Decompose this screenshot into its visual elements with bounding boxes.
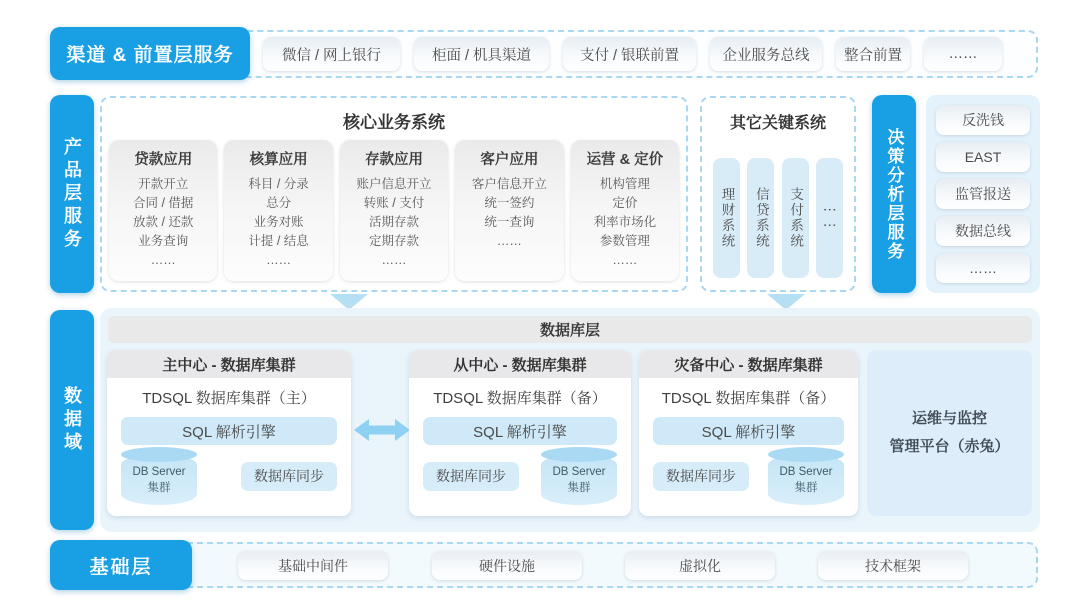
base-item-virtualization: 虚拟化 bbox=[625, 551, 775, 580]
decision-item-databus: 数据总线 bbox=[936, 216, 1030, 246]
channel-band-label: 渠道 & 前置层服务 bbox=[50, 27, 250, 80]
cluster-title: 主中心 - 数据库集群 bbox=[107, 350, 351, 378]
db-sync-pill: 数据库同步 bbox=[423, 462, 519, 491]
sql-engine-bar: SQL 解析引擎 bbox=[653, 417, 844, 445]
other-key-systems-items bbox=[713, 158, 843, 278]
cluster-subtitle: TDSQL 数据库集群（备） bbox=[661, 390, 836, 407]
channel-item-counter: 柜面 / 机具渠道 bbox=[414, 37, 549, 71]
base-item-hardware: 硬件设施 bbox=[432, 551, 582, 580]
sync-arrow-icon bbox=[354, 417, 410, 443]
system-credit: 信贷系统 bbox=[747, 158, 774, 278]
database-cylinder-icon: DB Server 集群 bbox=[121, 447, 197, 505]
column-deposit: 存款应用 账户信息开立 转账 / 支付 活期存款 定期存款 …… bbox=[340, 140, 448, 281]
system-more: ⋮⋮ bbox=[816, 158, 843, 278]
channel-item-esb: 企业服务总线 bbox=[710, 37, 822, 71]
ops-card-line1: 运维与监控 bbox=[911, 409, 987, 427]
product-band-label: 产品层服务 bbox=[50, 95, 94, 293]
database-cylinder-icon: DB Server 集群 bbox=[768, 447, 844, 505]
column-title: 客户应用 bbox=[480, 152, 539, 168]
ops-card-line2: 管理平台（赤兔） bbox=[889, 438, 1010, 455]
core-business-title: 核心业务系统 bbox=[343, 113, 445, 132]
db-sync-pill: 数据库同步 bbox=[241, 462, 337, 491]
column-customer: 客户应用 客户信息开立 统一签约 统一查询 …… bbox=[455, 140, 563, 281]
decision-item-regulatory: 监管报送 bbox=[936, 179, 1030, 209]
decision-item-more: …… bbox=[936, 253, 1030, 283]
system-payment: 支付系统 bbox=[782, 158, 809, 278]
channel-item-wechat-ebank: 微信 / 网上银行 bbox=[263, 37, 400, 71]
channel-item-more: …… bbox=[924, 37, 1002, 71]
database-cylinder-icon: DB Server 集群 bbox=[541, 447, 617, 505]
column-loan: 贷款应用 开款开立 合同 / 借据 放款 / 还款 业务查询 …… bbox=[109, 140, 217, 281]
primary-cluster-card bbox=[107, 350, 351, 516]
secondary-cluster-card bbox=[409, 350, 631, 516]
base-band-label: 基础层 bbox=[50, 540, 192, 590]
channel-item-payment: 支付 / 银联前置 bbox=[563, 37, 696, 71]
decision-item-east: EAST bbox=[936, 142, 1030, 172]
other-key-systems-title: 其它关键系统 bbox=[729, 115, 826, 132]
cluster-subtitle: TDSQL 数据库集群（主） bbox=[142, 390, 316, 407]
column-operation-pricing: 运营 & 定价 机构管理 定价 利率市场化 参数管理 …… bbox=[571, 140, 679, 281]
decision-item-aml: 反洗钱 bbox=[936, 105, 1030, 135]
system-wealth: 理财系统 bbox=[713, 158, 740, 278]
decision-band-label: 决策分析层服务 bbox=[872, 95, 916, 293]
column-accounting: 核算应用 科目 / 分录 总分 业务对账 计提 / 结息 …… bbox=[224, 140, 332, 281]
db-sync-pill: 数据库同步 bbox=[653, 462, 749, 491]
column-title: 贷款应用 bbox=[134, 152, 193, 168]
ops-monitoring-card bbox=[867, 350, 1032, 516]
other-key-systems-box bbox=[700, 96, 856, 292]
sql-engine-bar: SQL 解析引擎 bbox=[423, 417, 617, 445]
column-title: 存款应用 bbox=[365, 152, 424, 168]
cluster-title: 从中心 - 数据库集群 bbox=[409, 350, 631, 378]
cluster-title: 灾备中心 - 数据库集群 bbox=[639, 350, 858, 378]
column-title: 运营 & 定价 bbox=[586, 152, 664, 168]
core-business-box bbox=[100, 96, 688, 292]
disaster-recovery-cluster-card bbox=[639, 350, 858, 516]
decision-items-container bbox=[926, 95, 1040, 293]
channel-item-integration: 整合前置 bbox=[836, 37, 910, 71]
sql-engine-bar: SQL 解析引擎 bbox=[121, 417, 337, 445]
data-band-label: 数据域 bbox=[50, 310, 94, 530]
base-item-framework: 技术框架 bbox=[818, 551, 968, 580]
database-layer-header: 数据库层 bbox=[108, 316, 1032, 343]
core-business-columns bbox=[109, 140, 679, 281]
column-title: 核算应用 bbox=[249, 152, 308, 168]
cluster-subtitle: TDSQL 数据库集群（备） bbox=[433, 390, 607, 407]
base-item-middleware: 基础中间件 bbox=[238, 551, 388, 580]
